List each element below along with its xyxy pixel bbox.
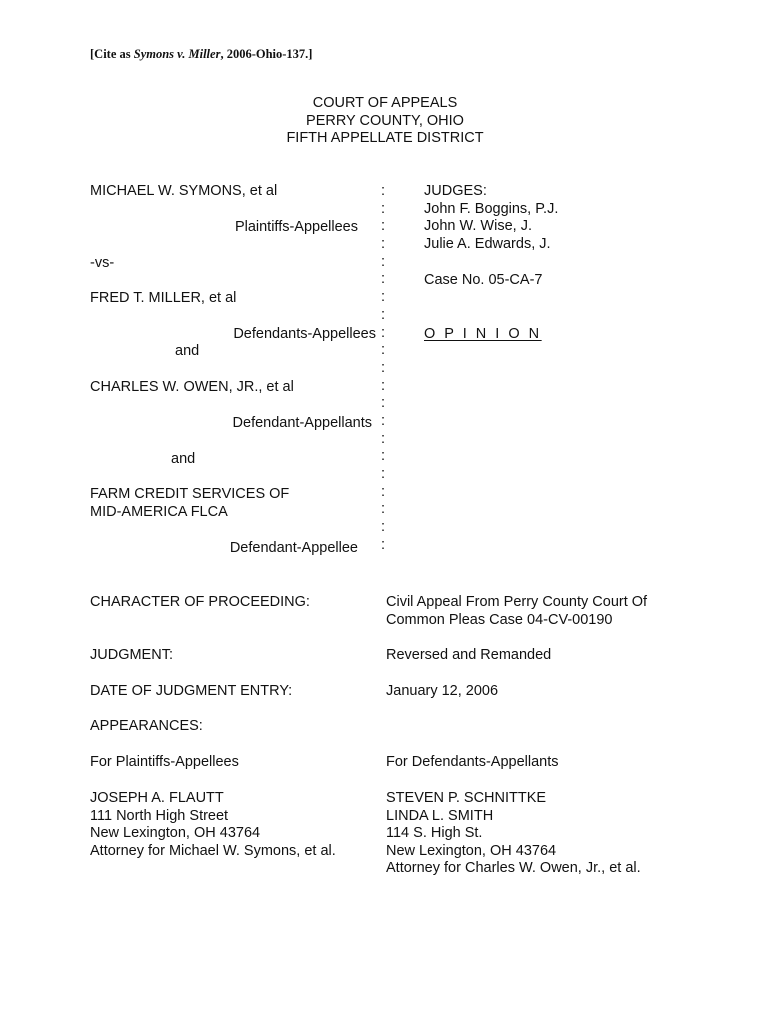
appellants-counsel-heading: For Defendants-Appellants	[386, 754, 559, 770]
divider-colon: :	[381, 218, 386, 235]
caption-divider	[381, 183, 385, 554]
counsel-line: STEVEN P. SCHNITTKE	[386, 790, 547, 806]
citation-suffix: , 2006-Ohio-137.]	[220, 47, 313, 61]
divider-colon: :	[381, 466, 386, 482]
divider-colon: :	[381, 430, 386, 447]
court-line-1: COURT OF APPEALS	[312, 95, 458, 111]
judgment-value: Reversed and Remanded	[386, 647, 552, 663]
counsel-line: Attorney for Charles W. Owen, Jr., et al.	[386, 860, 641, 876]
role-plaintiffs-appellees: Plaintiffs-Appellees	[234, 219, 358, 235]
date-label: DATE OF JUDGMENT ENTRY:	[90, 683, 293, 699]
proceeding-value-line-2: Common Pleas Case 04-CV-00190	[386, 611, 613, 628]
divider-colon: :	[381, 483, 386, 500]
divider-colon: :	[381, 448, 386, 465]
date-value: January 12, 2006	[386, 683, 499, 699]
court-line-3: FIFTH APPELLATE DISTRICT	[286, 130, 484, 146]
judge-edwards: Julie A. Edwards, J.	[424, 235, 551, 252]
court-heading	[0, 95, 770, 148]
divider-colon: :	[381, 200, 386, 217]
counsel-line: JOSEPH A. FLAUTT	[90, 790, 224, 806]
judges-block	[424, 183, 558, 253]
party-farm-credit-line-1: FARM CREDIT SERVICES OF	[90, 486, 290, 502]
case-number: Case No. 05-CA-7	[424, 272, 543, 288]
counsel-line: New Lexington, OH 43764	[386, 842, 557, 859]
role-defendants-appellees: Defendants-Appellees	[233, 326, 376, 342]
divider-colon: :	[381, 536, 386, 553]
proceeding-value	[386, 594, 647, 629]
appellants-counsel-block	[386, 790, 641, 878]
party-owen: CHARLES W. OWEN, JR., et al	[90, 379, 294, 395]
citation-prefix: [Cite as	[90, 47, 134, 61]
appearances-heading: APPEARANCES:	[90, 718, 203, 734]
divider-colon: :	[381, 253, 386, 270]
party-miller: FRED T. MILLER, et al	[90, 290, 237, 306]
divider-colon: :	[381, 236, 386, 253]
judge-boggins: John F. Boggins, P.J.	[424, 200, 559, 217]
appellees-counsel-block	[90, 790, 336, 860]
divider-colon: :	[381, 377, 386, 394]
proceeding-label: CHARACTER OF PROCEEDING:	[90, 594, 310, 610]
counsel-line: 111 North High Street	[90, 807, 229, 824]
divider-colon: :	[381, 271, 386, 288]
judges-heading: JUDGES:	[424, 183, 487, 199]
citation	[90, 46, 312, 64]
divider-colon: :	[381, 519, 386, 536]
counsel-line: New Lexington, OH 43764	[90, 825, 261, 841]
party-symons: MICHAEL W. SYMONS, et al	[90, 183, 278, 199]
divider-colon: :	[381, 359, 386, 376]
role-defendant-appellee: Defendant-Appellee	[229, 540, 358, 556]
divider-colon: :	[381, 342, 386, 359]
counsel-line: 114 S. High St.	[386, 825, 483, 841]
counsel-line: LINDA L. SMITH	[386, 807, 494, 824]
divider-colon: :	[381, 289, 386, 306]
party-farm-credit-line-2: MID-AMERICA FLCA	[90, 504, 228, 520]
divider-colon: :	[381, 183, 386, 199]
court-line-2: PERRY COUNTY, OHIO	[306, 112, 464, 129]
divider-colon: :	[381, 501, 386, 518]
judge-wise: John W. Wise, J.	[424, 218, 532, 234]
proceeding-value-line-1: Civil Appeal From Perry County Court Of	[386, 594, 648, 610]
conjunction-and-2: and	[171, 451, 196, 467]
divider-colon: :	[381, 395, 386, 412]
divider-colon: :	[381, 412, 386, 429]
opinion-heading: O P I N I O N	[424, 326, 542, 342]
role-defendant-appellants: Defendant-Appellants	[232, 415, 372, 431]
conjunction-and-1: and	[175, 343, 200, 359]
divider-colon: :	[381, 324, 386, 341]
judgment-label: JUDGMENT:	[90, 647, 173, 663]
citation-case-name: Symons v. Miller	[133, 47, 221, 61]
divider-colon: :	[381, 306, 386, 323]
versus: -vs-	[90, 255, 115, 271]
appellees-counsel-heading: For Plaintiffs-Appellees	[90, 754, 239, 770]
counsel-line: Attorney for Michael W. Symons, et al.	[90, 842, 336, 859]
